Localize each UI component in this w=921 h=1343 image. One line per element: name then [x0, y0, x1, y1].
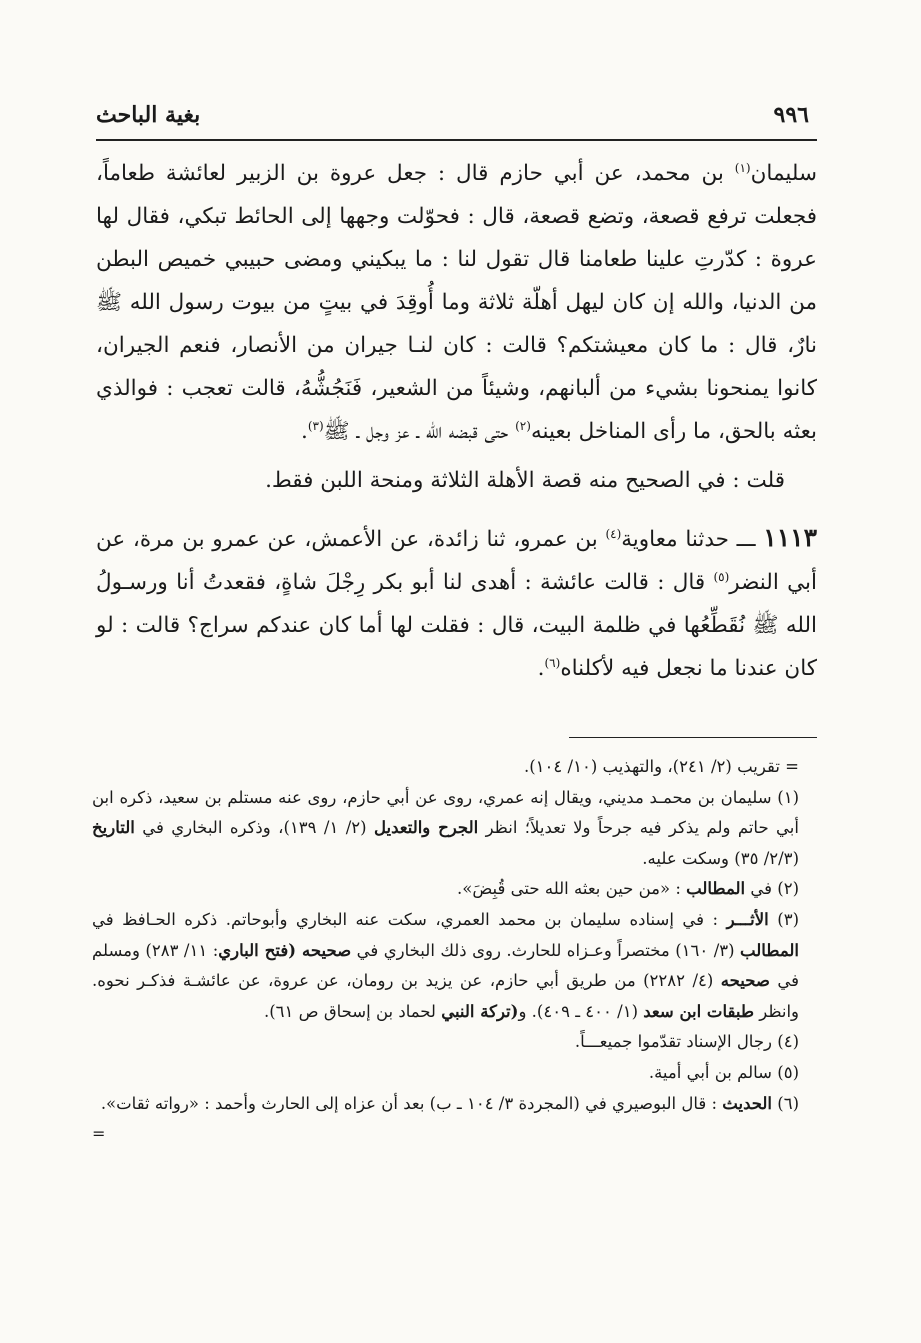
header-rule [96, 139, 817, 141]
footnote-ref: (٥) [713, 569, 730, 584]
footnote-3: (٣) الأثـــر : في إسناده سليمان بن محمد العمري، سكت عنه البخاري وأبوحاتم. ذكره الحـافظ في المطالب (٣/ ١٦٠) مختصراً وعـزاه للحارث. روى ذلك البخاري في صحيحه (فتح الباري: ١١/ ٢٨٣) ومسلم في صحيحه (٤/ ٢٢٨٢) من طريق أبي حازم، عن يزيد بن رومان، عن عروة، عن عائشـة فذكـر نحوه. وانظر طبقات ابن سعد (١/ ٤٠٠ ـ ٤٠٩). و(تركة النبي لحماد بن إسحاق ص ٦١). [92, 909, 799, 1021]
footnote-6: (٦) الحديث : قال البوصيري في (المجردة ٣/ ١٠٤ ـ ب) بعد أن عزاه إلى الحارث وأحمد : «رواته ثقات». = [92, 1089, 817, 1120]
author-note: قلت : في الصحيح منه قصة الأهلة الثلاثة ومنحة اللبن فقط. [265, 468, 785, 493]
main-text [96, 152, 817, 690]
footnote-ref: (٣) [307, 418, 324, 433]
paragraph-hadith-1113: ١١١٣ ـــ حدثنا معاوية$^{(٤)}$ بن عمرو، ثنا زائدة، عن الأعمش، عن عمرو بن مرة، عن أبي النضر$^{(٥)}$ قال : قالت عائشة : أهدى لنا أبو بكر رِجْلَ شاةٍ، فقعدتُ أنا ورسـولُ الله ﷺ نُقَطِّعُها في ظلمة البيت، قال : فقلت لها أما كان عندكم سراج؟ قالت : لو كان عندنا ما نجعل فيه لأكلناه$^{(٦)}$. [96, 523, 817, 681]
footnote-ref: (٦) [544, 655, 561, 670]
footnote-1: (١) سليمان بن محمـد مديني، ويقال إنه عمري، روى عن أبي حازم، روى عنه مستلم بن سعيد، ذكره ابن أبي حاتم ولم يذكر فيه جرحاً ولا تعديلاً؛ انظر الجرح والتعديل (٢/ ١/ ١٣٩)، وذكره البخاري في التاريخ (٢/٣/ ٣٥) وسكت عليه. [92, 787, 799, 868]
footnote-continuation: = تقريب (٢/ ٢٤١)، والتهذيب (١٠/ ١٠٤). [523, 757, 799, 776]
footnote-5: (٥) سالم بن أبي أمية. [648, 1062, 799, 1082]
footnote-ref: (١) [734, 160, 751, 175]
footnote-2: (٢) في المطالب : «من حين بعثه الله حتى قُبِضَ». [457, 879, 799, 899]
continuation-mark: = [92, 1124, 106, 1144]
footnotes [92, 752, 817, 1150]
footnote-4: (٤) رجال الإسناد تقدّموا جميعـــاً. [574, 1032, 799, 1052]
footnote-rule [569, 737, 817, 738]
running-title: بغية الباحث [96, 102, 201, 128]
paragraph-hadith-continuation: سليمان$^{(١)}$ بن محمد، عن أبي حازم قال : جعل عروة بن الزبير لعائشة طعاماً، فجعلت ترفع قصعة، وتضع قصعة، قال : فحوّلت وجهها إلى الحائط تبكي، فقال لها عروة : كدّرتِ علينا طعامنا قال تقول لنا : ما يبكيني ومضى حبيبي خميص البطن من الدنيا، والله إن كان ليهل أهلّة ثلاثة وما أُوقِدَ في بيتٍ من بيوت رسول الله ﷺ نارٌ، قال : ما كان معيشتكم؟ قالت : كان لنـا جيران من الأنصار، فنعم الجيران، كانوا يمنحونا بشيء من ألبانهم، وشيئاً من الشعير، فَنَجُشُّهُ، قالت تعجب : فوالذي بعثه بالحق، ما رأى المناخل بعينه$^{(٢)}$ حتى قبضه الله ـ عز وجل ـ ﷺ$^{(٣)}$. [96, 160, 817, 444]
page-header [96, 95, 809, 135]
hadith-number: ١١١٣ [763, 523, 817, 552]
page-number: ٩٩٦ [773, 102, 809, 128]
footnote-ref: (٢) [515, 418, 531, 433]
footnote-ref: (٤) [605, 526, 622, 541]
